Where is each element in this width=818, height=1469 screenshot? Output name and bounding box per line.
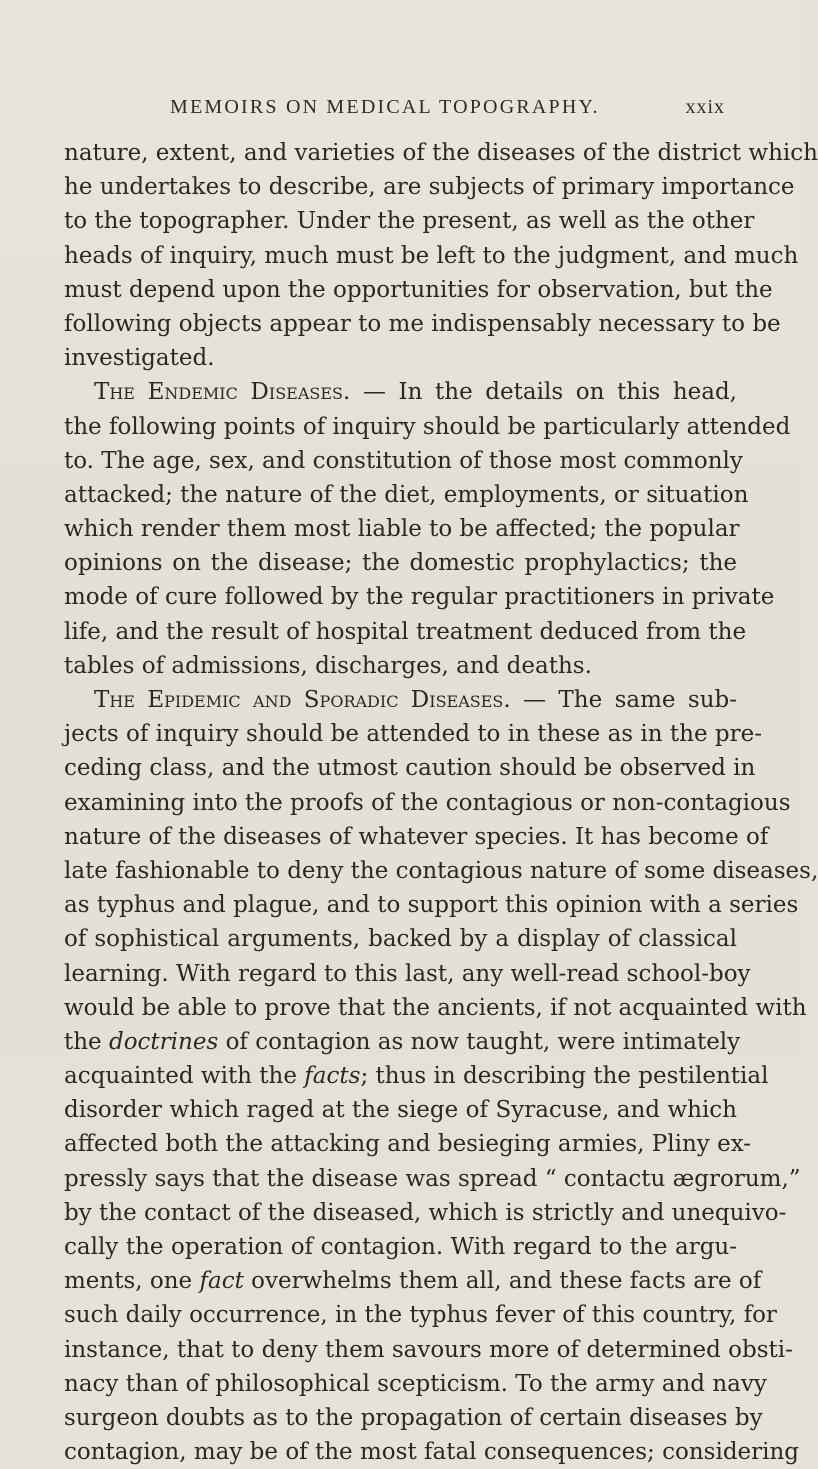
text-line: tables of admissions, discharges, and deaths. bbox=[64, 652, 592, 679]
text-line: to. The age, sex, and constitution of those most commonly bbox=[64, 447, 743, 474]
text-line: which render them most liable to be affected; the popular bbox=[64, 516, 740, 543]
text-line: surgeon doubts as to the propagation of certain diseases by bbox=[64, 1404, 763, 1431]
running-title: MEMOIRS ON MEDICAL TOPOGRAPHY. bbox=[170, 96, 600, 118]
text-line bbox=[64, 683, 737, 717]
text-fragment: the bbox=[64, 1028, 102, 1055]
text-line: contagion, may be of the most fatal consequences; considering bbox=[64, 1439, 800, 1466]
text-line: nacy than of philosophical scepticism. To the army and navy bbox=[64, 1370, 767, 1397]
text-line: of sophistical arguments, backed by a display of classical bbox=[64, 926, 737, 953]
page-number: xxix bbox=[685, 96, 725, 118]
text-fragment: — In the details on this head, bbox=[362, 379, 737, 406]
text-line: learning. With regard to this last, any well-read school-boy bbox=[64, 960, 751, 987]
text-line: would be able to prove that the ancients, if not acquainted with bbox=[64, 994, 807, 1021]
text-fragment: — The same sub- bbox=[523, 687, 737, 713]
text-line: jects of inquiry should be attended to in these as in the pre- bbox=[64, 721, 762, 748]
text-fragment: overwhelms them all, and these facts are of bbox=[251, 1268, 762, 1295]
body-text bbox=[64, 136, 818, 1469]
text-line: cally the operation of contagion. With regard to the argu- bbox=[64, 1234, 737, 1260]
text-line: as typhus and plague, and to support this opinion with a series bbox=[64, 892, 799, 919]
text-line: by the contact of the diseased, which is strictly and unequivo- bbox=[64, 1199, 787, 1226]
italic-term: doctrines bbox=[108, 1028, 219, 1055]
italic-term: facts bbox=[304, 1063, 361, 1090]
text-line: ceding class, and the utmost caution should be observed in bbox=[64, 755, 756, 782]
text-fragment: of contagion as now taught, were intimately bbox=[225, 1028, 741, 1055]
text-line bbox=[64, 1264, 762, 1298]
text-line: opinions on the disease; the domestic prophylactics; the bbox=[64, 550, 737, 577]
text-line: life, and the result of hospital treatment deduced from the bbox=[64, 618, 747, 645]
text-fragment: ments, one bbox=[64, 1268, 193, 1295]
text-line: instance, that to deny them savours more of determined obsti- bbox=[64, 1336, 793, 1363]
text-line: disorder which raged at the siege of Syracuse, and which bbox=[64, 1097, 737, 1124]
text-line: to the topographer. Under the present, as well as the other bbox=[64, 208, 755, 235]
text-line: attacked; the nature of the diet, employments, or situation bbox=[64, 481, 749, 508]
text-line: must depend upon the opportunities for observation, but the bbox=[64, 276, 773, 303]
text-line: following objects appear to me indispensably necessary to be bbox=[64, 310, 781, 337]
text-line: pressly says that the disease was spread “ contactu ægrorum,” bbox=[64, 1165, 801, 1192]
text-line: investigated. bbox=[64, 345, 215, 372]
text-fragment: acquainted with the bbox=[64, 1063, 297, 1090]
text-line: such daily occurrence, in the typhus fever of this country, for bbox=[64, 1302, 777, 1329]
text-line: he undertakes to describe, are subjects of primary importance bbox=[64, 174, 795, 201]
text-line: nature of the diseases of whatever species. It has become of bbox=[64, 823, 769, 850]
text-line bbox=[64, 375, 737, 409]
section-heading-epidemic: The Epidemic and Sporadic Diseases. bbox=[94, 687, 511, 713]
text-line bbox=[64, 1059, 769, 1093]
text-fragment: ; thus in describing the pestilential bbox=[360, 1063, 769, 1090]
text-line: late fashionable to deny the contagious nature of some diseases, bbox=[64, 857, 818, 884]
italic-term: fact bbox=[199, 1268, 244, 1295]
text-line: affected both the attacking and besieging armies, Pliny ex- bbox=[64, 1131, 752, 1158]
section-heading-endemic: The Endemic Diseases. bbox=[94, 379, 351, 406]
text-line: mode of cure followed by the regular practitioners in private bbox=[64, 584, 775, 611]
text-line bbox=[64, 1025, 741, 1059]
text-line: the following points of inquiry should be particularly attended bbox=[64, 413, 791, 440]
text-line: heads of inquiry, much must be left to the judgment, and much bbox=[64, 242, 799, 269]
page-header bbox=[60, 96, 740, 126]
text-line: nature, extent, and varieties of the diseases of the district which bbox=[64, 140, 818, 166]
text-line: examining into the proofs of the contagious or non-contagious bbox=[64, 789, 791, 816]
